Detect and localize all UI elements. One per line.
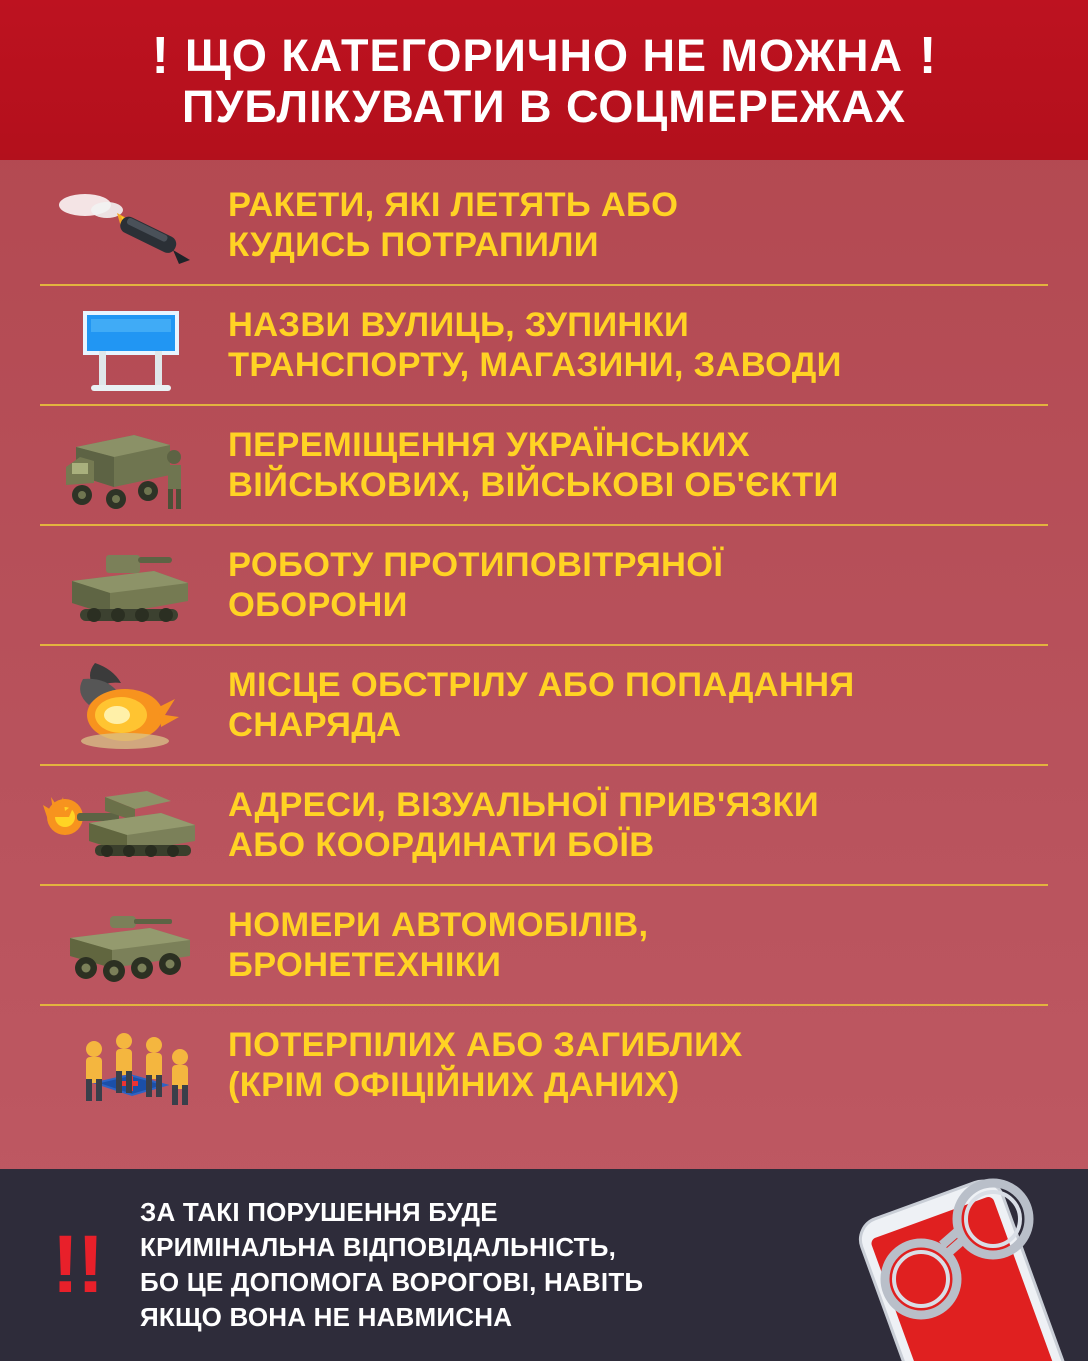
poster-footer xyxy=(0,1169,1088,1361)
list-item-line-1: РОБОТУ ПРОТИПОВІТРЯНОЇ xyxy=(228,545,724,584)
air-defense-icon xyxy=(40,532,220,638)
list-item-line-2: ОБОРОНИ xyxy=(228,586,408,625)
list-item xyxy=(40,406,1048,526)
list-item-text xyxy=(220,785,819,866)
header-line-1 xyxy=(24,27,1064,85)
military-truck-icon xyxy=(40,412,220,518)
page-title-line-1: ЩО КАТЕГОРИЧНО НЕ МОЖНА xyxy=(184,29,904,81)
list-item-line-2: КУДИСЬ ПОТРАПИЛИ xyxy=(228,226,599,265)
list-item-line-1: АДРЕСИ, ВІЗУАЛЬНОЇ ПРИВ'ЯЗКИ xyxy=(228,785,819,824)
footer-exclamation-icon: !! xyxy=(51,1219,103,1311)
list-item-line-2: ВІЙСЬКОВИХ, ВІЙСЬКОВІ ОБ'ЄКТИ xyxy=(228,466,839,505)
list-item-line-1: МІСЦЕ ОБСТРІЛУ АБО ПОПАДАННЯ xyxy=(228,665,855,704)
list-item xyxy=(40,766,1048,886)
list-item-line-1: НОМЕРИ АВТОМОБІЛІВ, xyxy=(228,905,649,944)
exclamation-icon: ! xyxy=(151,27,169,85)
list-item-line-2: БРОНЕТЕХНІКИ xyxy=(228,946,502,985)
exclamation-icon: ! xyxy=(919,27,937,85)
list-item-text xyxy=(220,185,678,266)
footer-warning-text xyxy=(140,1195,643,1334)
street-sign-icon xyxy=(40,292,220,398)
list-item-line-2: (КРІМ ОФІЦІЙНИХ ДАНИХ) xyxy=(228,1066,680,1105)
footer-line-4: ЯКЩО ВОНА НЕ НАВМИСНА xyxy=(140,1301,513,1332)
rescuers-icon xyxy=(40,1012,220,1118)
explosion-icon xyxy=(40,652,220,758)
list-item-line-1: ПОТЕРПІЛИХ АБО ЗАГИБЛИХ xyxy=(228,1025,743,1064)
header-line-2 xyxy=(24,82,1064,132)
list-item xyxy=(40,286,1048,406)
list-item-line-1: НАЗВИ ВУЛИЦЬ, ЗУПИНКИ xyxy=(228,305,690,344)
list-item-text xyxy=(220,425,839,506)
list-item-line-2: АБО КООРДИНАТИ БОЇВ xyxy=(228,826,655,865)
list-item xyxy=(40,1006,1048,1124)
list-item-line-2: ТРАНСПОРТУ, МАГАЗИНИ, ЗАВОДИ xyxy=(228,346,842,385)
prohibited-items-list xyxy=(0,160,1088,1124)
list-item-text xyxy=(220,545,723,626)
list-item-text xyxy=(220,1025,743,1106)
firing-tank-icon xyxy=(40,772,220,878)
list-item xyxy=(40,166,1048,286)
poster-header xyxy=(0,0,1088,160)
handcuffs-smartphone-icon xyxy=(758,1169,1088,1361)
footer-line-2: КРИМІНАЛЬНА ВІДПОВІДАЛЬНІСТЬ, xyxy=(140,1232,617,1263)
missile-icon xyxy=(40,172,220,278)
armored-vehicle-icon xyxy=(40,892,220,998)
list-item xyxy=(40,646,1048,766)
footer-line-3: БО ЦЕ ДОПОМОГА ВОРОГОВІ, НАВІТЬ xyxy=(140,1267,644,1297)
footer-line-1: ЗА ТАКІ ПОРУШЕННЯ БУДЕ xyxy=(140,1197,498,1228)
list-item-text xyxy=(220,905,648,986)
list-item-text xyxy=(220,665,854,746)
list-item-line-1: ПЕРЕМІЩЕННЯ УКРАЇНСЬКИХ xyxy=(228,425,750,464)
list-item xyxy=(40,886,1048,1006)
list-item-line-2: СНАРЯДА xyxy=(228,706,402,745)
list-item-line-1: РАКЕТИ, ЯКІ ЛЕТЯТЬ АБО xyxy=(228,185,679,224)
list-item xyxy=(40,526,1048,646)
page-title-line-2: ПУБЛІКУВАТИ В СОЦМЕРЕЖАХ xyxy=(181,81,907,132)
list-item-text xyxy=(220,305,842,386)
